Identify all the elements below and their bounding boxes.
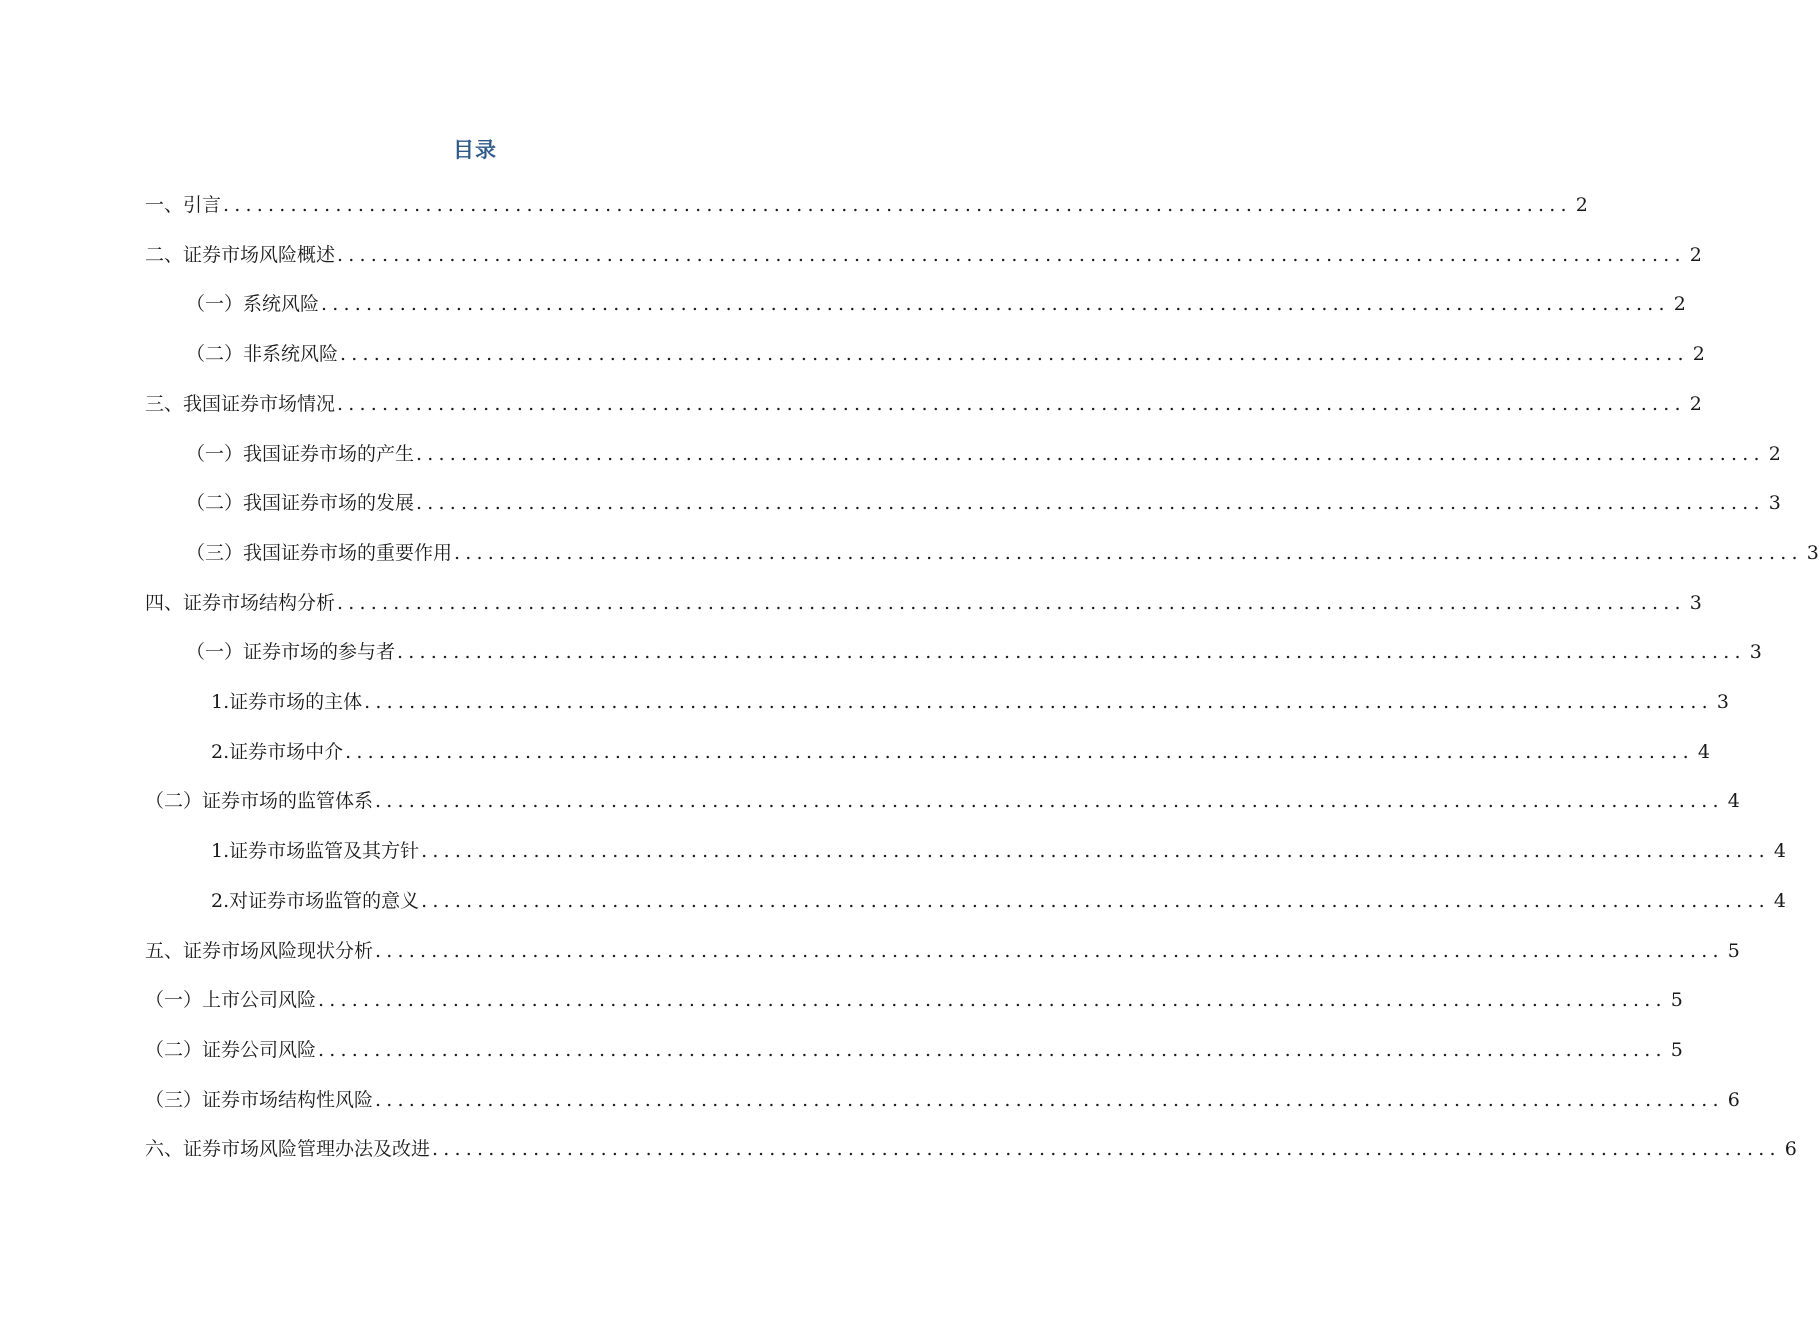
toc-entry-text: 四、证券市场结构分析 [145,591,336,614]
toc-page-number: 2 [1575,194,1588,216]
toc-entry[interactable] [145,975,1683,1025]
toc-leader-dots: ........................................................................................................................ [337,392,1686,415]
toc-leader-dots: ........................................................................................................................ [364,691,1713,713]
toc-entry[interactable] [145,578,1702,628]
toc-leader-dots: ........................................................................................................................ [375,1088,1724,1111]
toc-entry[interactable] [145,180,1588,230]
toc-entry[interactable] [186,528,1819,578]
toc-entry-text: （一）上市公司风险 [145,989,317,1012]
toc-entry-text: 五、证券市场风险现状分析 [145,939,374,962]
toc-entry-text: （二）证券市场的监管体系 [145,790,374,813]
toc-entry-text: 1.证券市场的主体 [211,691,363,713]
toc-entry[interactable] [145,1025,1683,1075]
toc-leader-dots: ........................................................................................................................ [340,343,1689,366]
toc-entry-text: （一）我国证券市场的产生 [186,442,415,465]
toc-page-number: 4 [1727,790,1740,813]
toc-leader-dots: ........................................................................................................................ [375,790,1724,813]
toc-entry[interactable] [186,627,1762,677]
toc-entry-text: （一）系统风险 [186,293,320,316]
toc-leader-dots: ........................................................................................................................ [321,293,1670,316]
toc-page-number: 3 [1689,591,1702,614]
toc-entry-text: 二、证券市场风险概述 [145,243,336,266]
toc-page-number: 2 [1768,442,1781,465]
toc-entry-text: 三、我国证券市场情况 [145,392,336,415]
toc-page-number: 6 [1784,1138,1797,1161]
toc-leader-dots: ........................................................................................................................ [397,641,1746,664]
toc-page-number: 4 [1697,740,1710,763]
toc-page-number: 3 [1806,541,1819,564]
toc-leader-dots: ........................................................................................................................ [432,1138,1781,1161]
toc-page-number: 2 [1689,243,1702,266]
toc-page-number: 4 [1773,889,1786,912]
toc-entry[interactable] [186,478,1781,528]
toc-leader-dots: ........................................................................................................................ [337,243,1686,266]
toc-entry[interactable] [145,776,1740,826]
toc-entry-text: （二）证券公司风险 [145,1038,317,1061]
toc-leader-dots: ........................................................................................................................ [421,889,1770,912]
toc-page-number: 3 [1716,691,1729,713]
toc-leader-dots: ........................................................................................................................ [421,840,1770,863]
toc-entry[interactable] [211,727,1710,777]
toc-page-number: 3 [1749,641,1762,664]
toc-entry-text: （一）证券市场的参与者 [186,641,396,664]
toc-entry[interactable] [186,429,1781,479]
toc-title: 目录 [453,137,497,162]
toc-leader-dots: ........................................................................................................................ [318,989,1667,1012]
toc-page-number: 2 [1673,293,1686,316]
toc-entry[interactable] [211,826,1786,876]
toc-entry-text: 一、引言 [145,194,222,216]
toc-entry[interactable] [211,876,1786,926]
toc-entry[interactable] [145,926,1740,976]
toc-leader-dots: ........................................................................................................................ [337,591,1686,614]
toc-entry-text: 2.证券市场中介 [211,740,344,763]
toc-entry[interactable] [186,279,1686,329]
toc-entry[interactable] [211,677,1729,727]
toc-entry-text: （二）非系统风险 [186,343,339,366]
toc-entry-text: 2.对证券市场监管的意义 [211,889,420,912]
toc-entry[interactable] [145,1124,1797,1174]
toc-leader-dots: ........................................................................................................................ [223,194,1572,216]
toc-page-number: 5 [1670,1038,1683,1061]
toc-entry[interactable] [145,230,1702,280]
toc-leader-dots: ........................................................................................................................ [375,939,1724,962]
toc-leader-dots: ........................................................................................................................ [416,492,1765,515]
toc-leader-dots: ........................................................................................................................ [416,442,1765,465]
toc-page-number: 5 [1727,939,1740,962]
toc-page-number: 3 [1768,492,1781,515]
toc-page-number: 4 [1773,840,1786,863]
toc-entry-text: 1.证券市场监管及其方针 [211,840,420,863]
toc-page-number: 6 [1727,1088,1740,1111]
toc-entry[interactable] [145,1075,1740,1125]
toc-page-number: 2 [1689,392,1702,415]
toc-entry-text: 六、证券市场风险管理办法及改进 [145,1138,431,1161]
toc-leader-dots: ........................................................................................................................ [345,740,1694,763]
toc-entry[interactable] [145,379,1702,429]
toc-page-number: 2 [1692,343,1705,366]
toc-leader-dots: ........................................................................................................................ [318,1038,1667,1061]
toc-entry-text: （三）证券市场结构性风险 [145,1088,374,1111]
toc-leader-dots: ........................................................................................................................ [454,541,1803,564]
toc-entry-text: （二）我国证券市场的发展 [186,492,415,515]
toc-entry-text: （三）我国证券市场的重要作用 [186,541,453,564]
toc-entry[interactable] [186,329,1705,379]
toc-page-number: 5 [1670,989,1683,1012]
